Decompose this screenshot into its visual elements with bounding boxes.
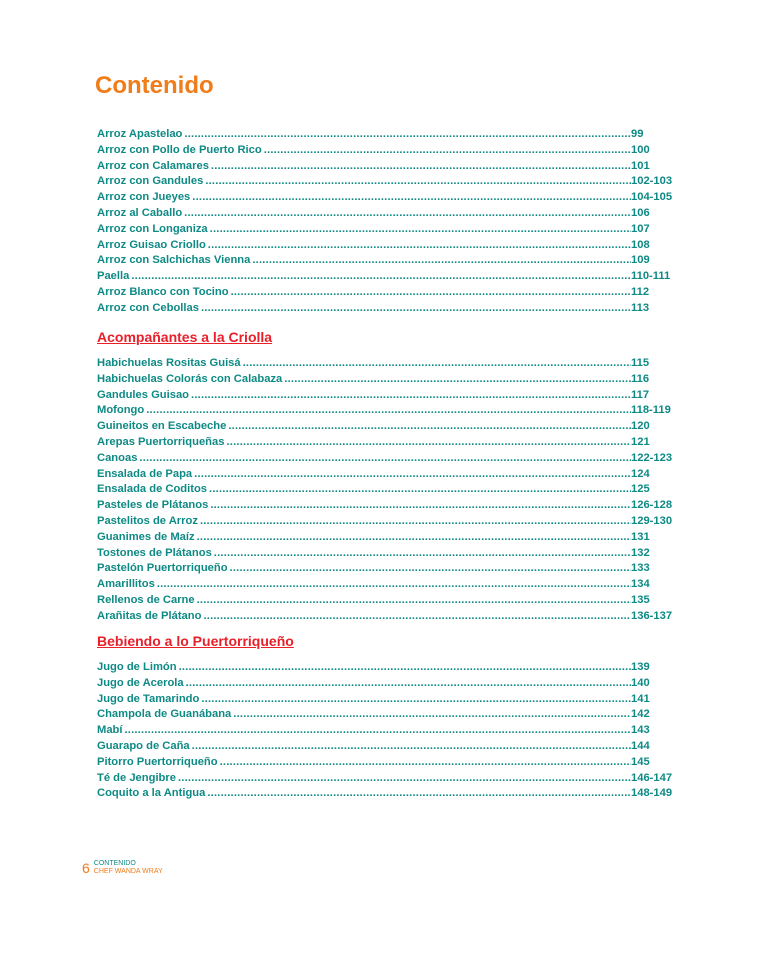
toc-entry-title: Ensalada de Papa — [97, 467, 193, 480]
toc-entry-title: Guarapo de Caña — [97, 739, 190, 752]
dot-leader — [209, 482, 631, 498]
dot-leader — [207, 786, 631, 802]
toc-entry-page: 129-130 — [631, 514, 673, 527]
toc-entry[interactable] — [97, 593, 677, 609]
dot-leader — [243, 356, 631, 372]
toc-entry-page: 112 — [631, 285, 650, 298]
dot-leader — [192, 190, 631, 206]
toc-entry-title: Amarillitos — [97, 578, 155, 591]
toc-entry-page: 117 — [631, 388, 650, 401]
toc-entry-title: Gandules Guisao — [97, 388, 190, 401]
toc-entry-page: 136-137 — [631, 609, 673, 622]
toc-entry[interactable] — [97, 206, 677, 222]
toc-entry-page: 148-149 — [631, 787, 673, 800]
section-heading: Acompañantes a la Criolla — [97, 329, 273, 345]
footer-author: CHEF WANDA WRAY — [93, 868, 163, 875]
toc-entry-title: Paella — [97, 270, 130, 283]
dot-leader — [210, 498, 631, 514]
toc-entry[interactable] — [97, 253, 677, 269]
toc-entry-page: 110-111 — [631, 270, 671, 283]
dot-leader — [214, 546, 631, 562]
dot-leader — [208, 238, 631, 254]
toc-entry[interactable] — [97, 143, 677, 159]
toc-entry[interactable] — [97, 786, 677, 802]
toc-entry-title: Arroz con Gandules — [97, 175, 204, 188]
toc-entry-title: Habichuelas Rositas Guisá — [97, 357, 241, 369]
toc-entry-title: Pasteles de Plátanos — [97, 499, 209, 512]
toc-entry[interactable] — [97, 561, 677, 577]
toc-entry-page: 106 — [631, 206, 650, 219]
toc-entry[interactable] — [97, 546, 677, 562]
dot-leader — [200, 514, 631, 530]
toc-entry-page: 141 — [631, 692, 650, 705]
footer-label: CONTENIDO — [93, 860, 136, 867]
dot-leader — [284, 372, 631, 388]
dot-leader — [157, 577, 631, 593]
toc-entry[interactable] — [97, 498, 677, 514]
toc-entry-page: 104-105 — [631, 191, 673, 204]
toc-entry-title: Habichuelas Colorás con Calabaza — [97, 372, 283, 385]
toc-entry-title: Mofongo — [97, 404, 145, 417]
toc-entry-page: 101 — [631, 159, 650, 172]
toc-entry-title: Arroz con Jueyes — [97, 191, 191, 204]
dot-leader — [184, 206, 631, 222]
toc-entry[interactable] — [97, 222, 677, 238]
toc-entry[interactable] — [97, 159, 677, 175]
dot-leader — [139, 451, 631, 467]
toc-entry-page: 133 — [631, 562, 650, 575]
toc-entry-title: Arepas Puertorriqueñas — [97, 435, 225, 448]
toc-entry-title: Mabí — [97, 724, 123, 737]
toc-entry-title: Ensalada de Coditos — [97, 483, 208, 496]
dot-leader — [194, 467, 631, 483]
toc-entry-page: 131 — [631, 530, 650, 543]
toc-entry-title: Champola de Guanábana — [97, 708, 232, 721]
page-footer — [82, 860, 163, 876]
toc-entry-page: 142 — [631, 708, 650, 721]
toc-entry-page: 143 — [631, 724, 650, 737]
dot-leader — [186, 676, 631, 692]
toc-entry[interactable] — [97, 435, 677, 451]
toc-entry[interactable] — [97, 676, 677, 692]
toc-entry-title: Guineitos en Escabeche — [97, 420, 227, 433]
dot-leader — [228, 419, 631, 435]
toc-entry-page: 144 — [631, 739, 650, 752]
dot-leader — [197, 593, 631, 609]
toc-section-acompanantes — [97, 328, 677, 625]
toc-entry[interactable] — [97, 609, 677, 625]
toc-entry-page: 140 — [631, 676, 650, 689]
toc-entry[interactable] — [97, 190, 677, 206]
toc-entry[interactable] — [97, 482, 677, 498]
dot-leader — [233, 707, 631, 723]
toc-entry-page: 99 — [631, 128, 644, 140]
toc-entry-title: Jugo de Acerola — [97, 676, 184, 689]
toc-entry-title: Arroz con Pollo de Puerto Rico — [97, 143, 262, 156]
footer-text — [94, 860, 163, 876]
dot-leader — [231, 285, 631, 301]
toc-entry-title: Arroz Blanco con Tocino — [97, 285, 229, 298]
toc-entry-title: Arroz al Caballo — [97, 206, 183, 219]
dot-leader — [210, 222, 631, 238]
toc-entry[interactable] — [97, 514, 677, 530]
toc-entry-title: Arroz con Salchichas Vienna — [97, 254, 251, 267]
toc-entry[interactable] — [97, 301, 677, 317]
toc-entry-page: 139 — [631, 661, 650, 673]
toc-entry-page: 122-123 — [631, 451, 673, 464]
dot-leader — [192, 739, 631, 755]
dot-leader — [191, 388, 631, 404]
toc-entry-title: Arañitas de Plátano — [97, 609, 202, 622]
toc-entry[interactable] — [97, 269, 677, 285]
toc-entry[interactable] — [97, 285, 677, 301]
toc-entry[interactable] — [97, 451, 677, 467]
toc-entry-title: Arroz con Cebollas — [97, 301, 199, 314]
toc-entry[interactable] — [97, 238, 677, 254]
toc-entry[interactable] — [97, 755, 677, 771]
toc-entry[interactable] — [97, 739, 677, 755]
dot-leader — [146, 403, 631, 419]
toc-entry-page: 109 — [631, 254, 650, 267]
toc-entry-title: Guanimes de Maíz — [97, 530, 195, 543]
toc-entry[interactable] — [97, 577, 677, 593]
toc-entry-title: Canoas — [97, 451, 138, 464]
toc-entry-page: 145 — [631, 755, 650, 768]
dot-leader — [205, 174, 631, 190]
section-heading: Bebiendo a lo Puertorriqueño — [97, 633, 294, 649]
toc-entry-title: Té de Jengibre — [97, 771, 176, 784]
toc-section-arroz — [97, 127, 677, 317]
toc-entry-page: 108 — [631, 238, 650, 251]
toc-entry-title: Arroz con Calamares — [97, 159, 209, 172]
dot-leader — [184, 127, 631, 143]
dot-leader — [230, 561, 631, 577]
toc-entry-page: 115 — [631, 357, 650, 369]
toc-entry-title: Tostones de Plátanos — [97, 546, 212, 559]
page-title: Contenido — [95, 72, 214, 99]
toc-entry[interactable] — [97, 356, 677, 372]
toc-entry-page: 125 — [631, 483, 650, 496]
dot-leader — [197, 530, 631, 546]
toc-entry-page: 132 — [631, 546, 650, 559]
toc-entry-page: 146-147 — [631, 771, 673, 784]
dot-leader — [203, 609, 631, 625]
toc-entry[interactable] — [97, 771, 677, 787]
toc-entry[interactable] — [97, 388, 677, 404]
toc-entry[interactable] — [97, 660, 677, 676]
dot-leader — [226, 435, 631, 451]
toc-entry-title: Coquito a la Antigua — [97, 787, 206, 800]
toc-entry-page: 100 — [631, 143, 650, 156]
toc-entry[interactable] — [97, 127, 677, 143]
dot-leader — [124, 723, 631, 739]
toc-entry-title: Rellenos de Carne — [97, 593, 195, 606]
toc-entry-page: 102-103 — [631, 175, 673, 188]
toc-entry-title: Pastelón Puertorriqueño — [97, 562, 228, 575]
toc-entry-title: Pastelitos de Arroz — [97, 514, 198, 527]
footer-page-number: 6 — [82, 860, 90, 876]
toc-entry-page: 118-119 — [631, 404, 671, 417]
toc-entry[interactable] — [97, 467, 677, 483]
dot-leader — [131, 269, 631, 285]
toc-entry[interactable] — [97, 419, 677, 435]
toc-entry-page: 120 — [631, 420, 650, 433]
dot-leader — [201, 301, 631, 317]
toc-entry-title: Arroz Apastelao — [97, 128, 183, 140]
toc-entry[interactable] — [97, 174, 677, 190]
toc-entry[interactable] — [97, 530, 677, 546]
toc-section-bebiendo — [97, 632, 677, 802]
toc-entry[interactable] — [97, 692, 677, 708]
dot-leader — [264, 143, 631, 159]
dot-leader — [201, 692, 631, 708]
toc-entry-title: Jugo de Limón — [97, 661, 177, 673]
toc-entry-page: 116 — [631, 372, 650, 385]
toc-entry[interactable] — [97, 723, 677, 739]
dot-leader — [220, 755, 631, 771]
dot-leader — [179, 660, 631, 676]
toc-entry[interactable] — [97, 707, 677, 723]
toc-entry-title: Arroz Guisao Criollo — [97, 238, 206, 251]
toc-entry-page: 113 — [631, 301, 650, 314]
toc-entry-page: 107 — [631, 222, 650, 235]
toc-entry-page: 121 — [631, 435, 650, 448]
dot-leader — [252, 253, 631, 269]
toc-entry-title: Jugo de Tamarindo — [97, 692, 200, 705]
toc-entry-page: 135 — [631, 593, 650, 606]
toc-entry-page: 124 — [631, 467, 650, 480]
toc-entry-title: Arroz con Longaniza — [97, 222, 208, 235]
toc-entry[interactable] — [97, 403, 677, 419]
toc-entry-page: 126-128 — [631, 499, 673, 512]
toc-entry-page: 134 — [631, 578, 650, 591]
dot-leader — [178, 771, 631, 787]
toc-entry[interactable] — [97, 372, 677, 388]
dot-leader — [211, 159, 631, 175]
toc-entry-title: Pitorro Puertorriqueño — [97, 755, 218, 768]
